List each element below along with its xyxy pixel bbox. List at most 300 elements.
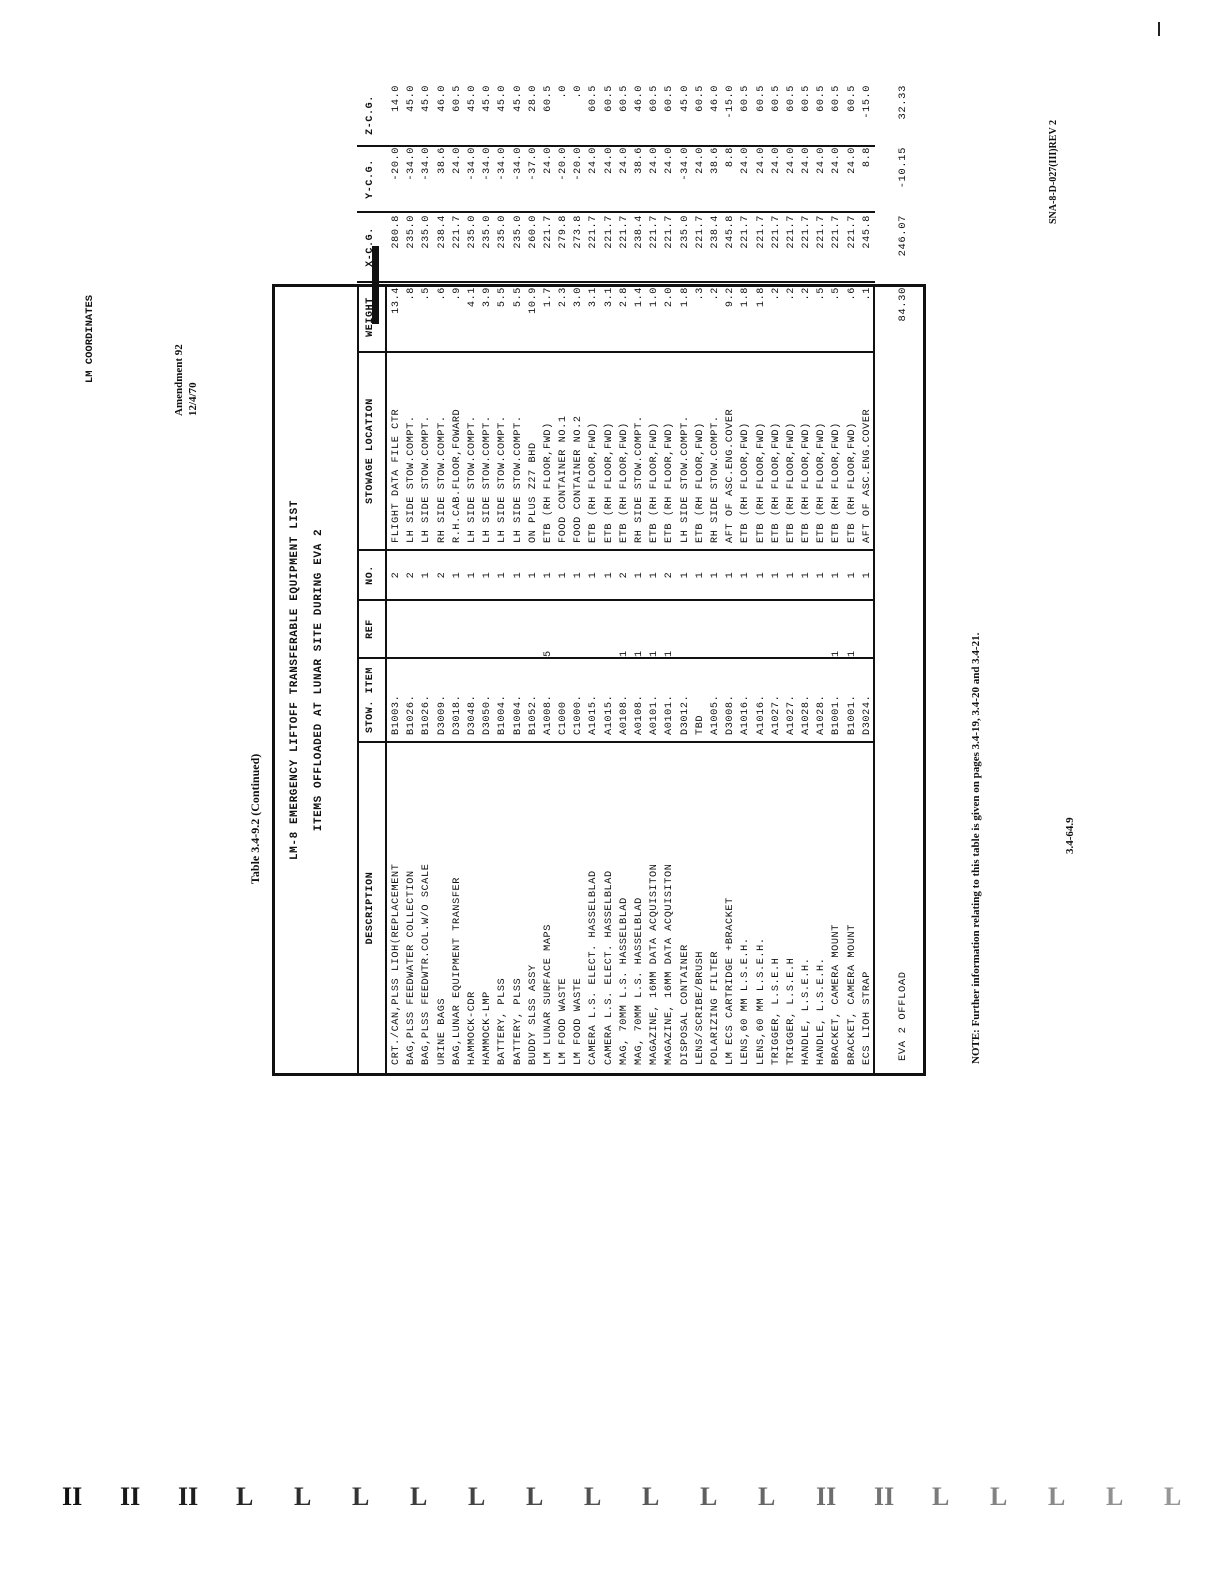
- cell-y-cg: -20.0: [391, 147, 402, 181]
- table-row: [404, 85, 419, 1073]
- cell-weight: .6: [436, 287, 448, 301]
- cell-no: 2: [618, 571, 630, 579]
- cell-y-cg: 38.6: [436, 147, 448, 174]
- table-row: [754, 85, 769, 1073]
- table-row: [571, 85, 586, 1073]
- cell-description: URINE BAGS: [436, 997, 448, 1065]
- cell-stow-item: A1015.: [588, 694, 600, 735]
- cell-stowage-location: FOOD CONTAINER NO.1: [558, 415, 570, 543]
- table-row: [647, 85, 662, 1073]
- cell-no: 1: [846, 571, 858, 579]
- sprocket-mark: L: [642, 1482, 660, 1511]
- cell-stow-item: A0108.: [634, 694, 645, 735]
- table-row: [480, 85, 495, 1073]
- cell-y-cg: 24.0: [785, 147, 797, 174]
- cell-no: 1: [740, 571, 752, 579]
- cell-stowage-location: ETB (RH FLOOR,FWD): [664, 422, 676, 543]
- cell-description: BRACKET, CAMERA MOUNT: [831, 924, 843, 1065]
- cell-no: 1: [421, 571, 433, 579]
- cell-stow-item: B1003.: [391, 694, 402, 735]
- cell-stowage-location: RH SIDE STOW.COMPT.: [709, 415, 721, 543]
- cell-y-cg: -37.0: [527, 147, 539, 181]
- column-divider: [357, 281, 875, 283]
- cell-z-cg: 45.0: [679, 85, 691, 112]
- cell-no: 1: [603, 571, 615, 579]
- cell-description: BAG,PLSS FEEDWTR.COL.W/O SCALE: [421, 863, 433, 1065]
- cell-stow-item: A1008.: [542, 694, 554, 735]
- cell-no: 1: [512, 571, 524, 579]
- table-row: [419, 85, 434, 1073]
- cell-weight: 3.1: [588, 287, 600, 308]
- cell-no: 1: [482, 571, 494, 579]
- cell-y-cg: 24.0: [451, 147, 463, 174]
- cell-stowage-location: ETB (RH FLOOR,FWD): [618, 422, 630, 543]
- cell-x-cg: 273.8: [573, 215, 585, 249]
- cell-weight: .9: [451, 287, 463, 301]
- cell-x-cg: 221.7: [603, 215, 615, 249]
- cell-weight: .5: [421, 287, 433, 301]
- cell-weight: 1.8: [755, 287, 767, 308]
- cell-x-cg: 221.7: [649, 215, 661, 249]
- cell-z-cg: 60.5: [694, 85, 706, 112]
- cell-description: BAG,LUNAR EQUIPMENT TRANSFER: [451, 877, 463, 1065]
- sprocket-mark: II: [816, 1482, 837, 1511]
- cell-stowage-location: LH SIDE STOW.COMPT.: [406, 415, 418, 543]
- cell-stowage-location: ETB (RH FLOOR,FWD): [831, 422, 843, 543]
- cell-x-cg: 235.0: [466, 215, 478, 249]
- cell-x-cg: 280.8: [391, 215, 402, 249]
- table-row: [435, 85, 450, 1073]
- cell-weight: 3.9: [482, 287, 494, 308]
- header-x-cg: X-C.G.: [365, 227, 376, 267]
- cell-z-cg: 60.5: [770, 85, 782, 112]
- cell-stowage-location: ETB (RH FLOOR,FWD): [588, 422, 600, 543]
- header-stowage-location: STOWAGE LOCATION: [365, 398, 376, 504]
- cell-stowage-location: LH SIDE STOW.COMPT.: [497, 415, 509, 543]
- cell-z-cg: 60.5: [542, 85, 554, 112]
- sprocket-mark: L: [700, 1482, 718, 1511]
- cell-y-cg: 8.8: [725, 147, 737, 168]
- table-row: [586, 85, 601, 1073]
- cell-no: 1: [801, 571, 813, 579]
- cell-y-cg: 24.0: [542, 147, 554, 174]
- cell-stow-item: A1016.: [755, 694, 767, 735]
- cell-z-cg: 60.5: [649, 85, 661, 112]
- cell-x-cg: 235.0: [421, 215, 433, 249]
- cell-no: 1: [831, 571, 843, 579]
- cell-no: 1: [785, 571, 797, 579]
- table-row: [738, 85, 753, 1073]
- cell-stow-item: TBD: [694, 714, 706, 735]
- cell-ref: 1: [649, 650, 661, 657]
- cell-x-cg: 221.7: [801, 215, 813, 249]
- sprocket-mark: L: [584, 1482, 602, 1511]
- cell-description: LENS,60 MM L.S.E.H.: [740, 937, 752, 1065]
- cell-x-cg: 221.7: [664, 215, 676, 249]
- cell-x-cg: 238.4: [436, 215, 448, 249]
- cell-x-cg: 235.0: [482, 215, 494, 249]
- cell-stowage-location: R.H.CAB.FLOOR,FOWARD: [451, 408, 463, 543]
- cell-x-cg: 221.7: [740, 215, 752, 249]
- cell-x-cg: 221.7: [451, 215, 463, 249]
- cell-y-cg: 24.0: [618, 147, 630, 174]
- sprocket-mark: L: [468, 1482, 486, 1511]
- cell-x-cg: 235.0: [679, 215, 691, 249]
- cell-y-cg: 24.0: [846, 147, 858, 174]
- cell-ref: 1: [664, 650, 676, 657]
- cell-x-cg: 221.7: [770, 215, 782, 249]
- cell-description: LENS,60 MM L.S.E.H.: [755, 937, 767, 1065]
- cell-z-cg: 46.0: [436, 85, 448, 112]
- cell-no: 1: [634, 571, 645, 579]
- cell-x-cg: 221.7: [831, 215, 843, 249]
- cell-stowage-location: LH SIDE STOW.COMPT.: [466, 415, 478, 543]
- cell-weight: .1: [861, 287, 873, 301]
- table-row: [814, 85, 829, 1073]
- cell-stow-item: B1001.: [831, 694, 843, 735]
- cell-weight: 5.5: [497, 287, 509, 308]
- cell-z-cg: 45.0: [421, 85, 433, 112]
- cell-stowage-location: AFT OF ASC.ENG.COVER: [861, 408, 873, 543]
- table-row: [693, 85, 708, 1073]
- column-divider: [357, 211, 875, 213]
- cell-stow-item: B1052.: [527, 694, 539, 735]
- cell-ref: 5: [542, 650, 554, 657]
- cell-stow-item: D3048.: [466, 694, 478, 735]
- cell-no: 1: [770, 571, 782, 579]
- cell-stowage-location: ETB (RH FLOOR,FWD): [603, 422, 615, 543]
- table-row: [769, 85, 784, 1073]
- cell-description: LM ECS CARTRIDGE +BRACKET: [725, 897, 737, 1065]
- cell-x-cg: 235.0: [497, 215, 509, 249]
- cell-y-cg: -20.0: [573, 147, 585, 181]
- cell-stow-item: A0101.: [649, 694, 661, 735]
- cell-description: LM LUNAR SURFACE MAPS: [542, 924, 554, 1065]
- cell-weight: .5: [831, 287, 843, 301]
- cell-weight: .8: [406, 287, 418, 301]
- footer-x-cg: 246.07: [897, 215, 909, 257]
- cell-x-cg: 221.7: [816, 215, 828, 249]
- cell-description: HAMMOCK-LMP: [482, 991, 494, 1065]
- cell-no: 1: [861, 571, 873, 579]
- cell-stow-item: B1004.: [497, 694, 509, 735]
- cell-stowage-location: LH SIDE STOW.COMPT.: [421, 415, 433, 543]
- cell-x-cg: 221.7: [618, 215, 630, 249]
- cell-y-cg: 24.0: [649, 147, 661, 174]
- cell-no: 1: [816, 571, 828, 579]
- cell-stow-item: A1028.: [801, 694, 813, 735]
- cell-y-cg: -34.0: [497, 147, 509, 181]
- sprocket-mark: L: [990, 1482, 1008, 1511]
- cell-no: 1: [466, 571, 478, 579]
- cell-y-cg: 24.0: [664, 147, 676, 174]
- table-row: [389, 85, 404, 1073]
- cell-y-cg: -20.0: [558, 147, 570, 181]
- cell-weight: .2: [770, 287, 782, 301]
- cell-description: DISPOSAL CONTAINER: [679, 944, 691, 1065]
- cell-y-cg: 24.0: [755, 147, 767, 174]
- cell-weight: 3.0: [573, 287, 585, 308]
- sprocket-mark: L: [410, 1482, 428, 1511]
- cell-weight: .2: [801, 287, 813, 301]
- footer-weight: 84.30: [897, 287, 909, 322]
- cell-stowage-location: ETB (RH FLOOR,FWD): [816, 422, 828, 543]
- cell-weight: 1.4: [634, 287, 645, 308]
- sprocket-mark: L: [1106, 1482, 1124, 1511]
- sprocket-mark: II: [178, 1482, 199, 1511]
- table-row: [799, 85, 814, 1073]
- amendment-number: Amendment 92: [173, 344, 185, 416]
- cell-description: CAMERA L.S. ELECT. HASSELBLAD: [588, 870, 600, 1065]
- cell-y-cg: -34.0: [466, 147, 478, 181]
- cell-y-cg: 24.0: [588, 147, 600, 174]
- cell-z-cg: 60.5: [801, 85, 813, 112]
- cell-ref: 1: [831, 650, 843, 657]
- table-row: [526, 85, 541, 1073]
- cell-stowage-location: ETB (RH FLOOR,FWD): [542, 422, 554, 543]
- cell-weight: 4.1: [466, 287, 478, 308]
- cell-z-cg: 60.5: [816, 85, 828, 112]
- cell-description: MAGAZINE, 16MM DATA ACQUISITON: [649, 863, 661, 1065]
- cell-stowage-location: LH SIDE STOW.COMPT.: [679, 415, 691, 543]
- footer-z-cg: 32.33: [897, 85, 909, 120]
- cell-z-cg: 60.5: [846, 85, 858, 112]
- cell-description: BAG,PLSS FEEDWATER COLLECTION: [406, 870, 418, 1065]
- cell-description: HAMMOCK-CDR: [466, 991, 478, 1065]
- cell-description: LENS/SCRIBE/BRUSH: [694, 950, 706, 1065]
- cell-weight: 2.8: [618, 287, 630, 308]
- cell-no: 1: [558, 571, 570, 579]
- cell-description: HANDLE, L.S.E.H.: [801, 957, 813, 1065]
- cell-y-cg: 38.6: [634, 147, 645, 174]
- cell-no: 2: [391, 571, 402, 579]
- cell-stowage-location: LH SIDE STOW.COMPT.: [482, 415, 494, 543]
- cell-weight: 1.8: [740, 287, 752, 308]
- table-row: [511, 85, 526, 1073]
- cell-y-cg: -34.0: [421, 147, 433, 181]
- header-description: DESCRIPTION: [365, 871, 376, 945]
- cell-x-cg: 238.4: [709, 215, 721, 249]
- cell-weight: 9.2: [725, 287, 737, 308]
- cell-z-cg: .0: [573, 85, 585, 99]
- cell-ref: 1: [618, 650, 630, 657]
- cell-no: 1: [527, 571, 539, 579]
- cell-z-cg: 60.5: [618, 85, 630, 112]
- cell-weight: 2.0: [664, 287, 676, 308]
- cell-stow-item: A1015.: [603, 694, 615, 735]
- table-row: [845, 85, 860, 1073]
- cell-no: 2: [664, 571, 676, 579]
- cell-y-cg: 24.0: [770, 147, 782, 174]
- cell-stow-item: D3050.: [482, 694, 494, 735]
- cell-weight: .2: [709, 287, 721, 301]
- cell-z-cg: 60.5: [588, 85, 600, 112]
- header-z-cg: Z-C.G.: [365, 95, 376, 135]
- cell-weight: .2: [785, 287, 797, 301]
- cell-z-cg: 46.0: [634, 85, 645, 112]
- table-row: [450, 85, 465, 1073]
- cell-z-cg: 60.5: [755, 85, 767, 112]
- cell-y-cg: 24.0: [603, 147, 615, 174]
- cell-stow-item: D3018.: [451, 694, 463, 735]
- table-row: [708, 85, 723, 1073]
- sprocket-mark: II: [874, 1482, 895, 1511]
- cell-no: 1: [497, 571, 509, 579]
- cell-description: MAG, 70MM L.S. HASSELBLAD: [618, 897, 630, 1065]
- cell-x-cg: 260.0: [527, 215, 539, 249]
- cell-y-cg: 24.0: [801, 147, 813, 174]
- cell-stowage-location: FLIGHT DATA FILE CTR: [391, 408, 402, 543]
- cell-z-cg: -15.0: [861, 85, 873, 119]
- cell-x-cg: 221.7: [755, 215, 767, 249]
- footer-rule: [873, 287, 875, 1073]
- cell-z-cg: -15.0: [725, 85, 737, 119]
- sprocket-mark: L: [526, 1482, 544, 1511]
- cell-z-cg: 60.5: [831, 85, 843, 112]
- table-row: [617, 85, 632, 1073]
- cell-stow-item: B1026.: [421, 694, 433, 735]
- cell-z-cg: 45.0: [512, 85, 524, 112]
- cell-stowage-location: RH SIDE STOW.COMPT.: [634, 415, 645, 543]
- cell-stowage-location: LH SIDE STOW.COMPT.: [512, 415, 524, 543]
- cell-x-cg: 221.7: [694, 215, 706, 249]
- sprocket-mark: L: [932, 1482, 950, 1511]
- table-row: [662, 85, 677, 1073]
- cell-z-cg: 60.5: [451, 85, 463, 112]
- sprocket-mark: L: [1164, 1482, 1182, 1511]
- table-row: [465, 85, 480, 1073]
- table-note: NOTE: Further information relating to this table is given on pages 3.4-19, 3.4-20 and 3.4-21.: [970, 632, 982, 1064]
- table-row: [541, 85, 556, 1073]
- table-row: [784, 85, 799, 1073]
- cell-stow-item: D3024.: [861, 694, 873, 735]
- cell-stowage-location: ETB (RH FLOOR,FWD): [694, 422, 706, 543]
- cell-description: TRIGGER, L.S.E.H: [770, 957, 782, 1065]
- header-stow-item: STOW. ITEM: [365, 667, 376, 734]
- cell-y-cg: 24.0: [740, 147, 752, 174]
- cell-stowage-location: ETB (RH FLOOR,FWD): [770, 422, 782, 543]
- cell-z-cg: 60.5: [603, 85, 615, 112]
- table-row: [556, 85, 571, 1073]
- cell-description: BUDDY SLSS ASSY: [527, 964, 539, 1065]
- table-caption: Table 3.4-9.2 (Continued): [248, 753, 262, 884]
- cell-x-cg: 221.7: [846, 215, 858, 249]
- cell-y-cg: 24.0: [831, 147, 843, 174]
- cell-weight: 2.3: [558, 287, 570, 308]
- cell-x-cg: 221.7: [785, 215, 797, 249]
- cell-no: 2: [436, 571, 448, 579]
- cell-x-cg: 279.8: [558, 215, 570, 249]
- cell-y-cg: 24.0: [816, 147, 828, 174]
- cell-no: 1: [573, 571, 585, 579]
- cell-description: LM FOOD WASTE: [558, 977, 570, 1065]
- cell-weight: 5.5: [512, 287, 524, 308]
- cell-y-cg: -34.0: [679, 147, 691, 181]
- sprocket-mark: L: [352, 1482, 370, 1511]
- cell-description: LM FOOD WASTE: [573, 977, 585, 1065]
- cell-stow-item: A1028.: [816, 694, 828, 735]
- cell-x-cg: 235.0: [406, 215, 418, 249]
- cell-description: BRACKET, CAMERA MOUNT: [846, 924, 858, 1065]
- cell-y-cg: 38.6: [709, 147, 721, 174]
- cell-description: BATTERY, PLSS: [512, 977, 524, 1065]
- sprocket-mark: L: [758, 1482, 776, 1511]
- table-subtitle: ITEMS OFFLOADED AT LUNAR SITE DURING EVA 2: [313, 528, 325, 832]
- cell-x-cg: 238.4: [634, 215, 645, 249]
- cell-stow-item: A0101.: [664, 694, 676, 735]
- cell-y-cg: 24.0: [694, 147, 706, 174]
- cell-description: HANDLE, L.S.E.H.: [816, 957, 828, 1065]
- header-y-cg: Y-C.G.: [365, 159, 376, 199]
- amendment-date: 12/4/70: [187, 382, 199, 416]
- cell-description: CAMERA L.S. ELECT. HASSELBLAD: [603, 870, 615, 1065]
- document-number: SNA-8-D-027(III)REV 2: [1048, 120, 1059, 224]
- cell-stow-item: A1027.: [785, 694, 797, 735]
- cell-z-cg: 60.5: [740, 85, 752, 112]
- table-row: [495, 85, 510, 1073]
- cell-weight: 13.4: [391, 287, 402, 314]
- cell-no: 2: [406, 571, 418, 579]
- cell-stow-item: C1000.: [573, 694, 585, 735]
- cell-weight: .6: [846, 287, 858, 301]
- cell-no: 1: [709, 571, 721, 579]
- cell-z-cg: 45.0: [482, 85, 494, 112]
- cell-stow-item: A1005.: [709, 694, 721, 735]
- table-row: [678, 85, 693, 1073]
- table-row: [723, 85, 738, 1073]
- cell-z-cg: 60.5: [785, 85, 797, 112]
- cell-stow-item: A1016.: [740, 694, 752, 735]
- cell-x-cg: 221.7: [542, 215, 554, 249]
- amendment-block: [172, 344, 200, 416]
- cell-no: 1: [725, 571, 737, 579]
- cell-y-cg: -34.0: [406, 147, 418, 181]
- cell-weight: .3: [694, 287, 706, 301]
- cell-no: 1: [451, 571, 463, 579]
- cell-stow-item: D3009.: [436, 694, 448, 735]
- cell-ref: 1: [634, 650, 645, 657]
- cell-stowage-location: ETB (RH FLOOR,FWD): [649, 422, 661, 543]
- cell-stowage-location: ETB (RH FLOOR,FWD): [755, 422, 767, 543]
- cell-y-cg: 8.8: [861, 147, 873, 168]
- cell-z-cg: .0: [558, 85, 570, 99]
- cell-weight: .5: [816, 287, 828, 301]
- cell-no: 1: [679, 571, 691, 579]
- header-ref: REF: [365, 619, 376, 639]
- cell-stowage-location: ON PLUS Z27 BHD: [527, 442, 539, 543]
- table-row: [602, 85, 617, 1073]
- lm-coordinates-label: LM COORDINATES: [84, 294, 96, 384]
- sprocket-mark: II: [120, 1482, 141, 1511]
- cell-description: CRT./CAN,PLSS LIOH(REPLACEMENT: [391, 863, 402, 1065]
- cell-description: ECS LIOH STRAP: [861, 971, 873, 1065]
- cell-stowage-location: FOOD CONTAINER NO.2: [573, 415, 585, 543]
- footer-label: EVA 2 OFFLOAD: [897, 971, 909, 1061]
- cell-x-cg: 235.0: [512, 215, 524, 249]
- cell-stowage-location: AFT OF ASC.ENG.COVER: [725, 408, 737, 543]
- cell-stow-item: A1027.: [770, 694, 782, 735]
- cell-ref: 1: [846, 650, 858, 657]
- cell-z-cg: 60.5: [664, 85, 676, 112]
- cell-z-cg: 28.0: [527, 85, 539, 112]
- cell-stow-item: C1000: [558, 701, 570, 735]
- cell-description: MAGAZINE, 16MM DATA ACQUISITON: [664, 863, 676, 1065]
- cell-stowage-location: RH SIDE STOW.COMPT.: [436, 415, 448, 543]
- cell-stowage-location: ETB (RH FLOOR,FWD): [846, 422, 858, 543]
- sprocket-mark: L: [1048, 1482, 1066, 1511]
- header-no: NO.: [365, 565, 376, 585]
- cell-x-cg: 245.8: [861, 215, 873, 249]
